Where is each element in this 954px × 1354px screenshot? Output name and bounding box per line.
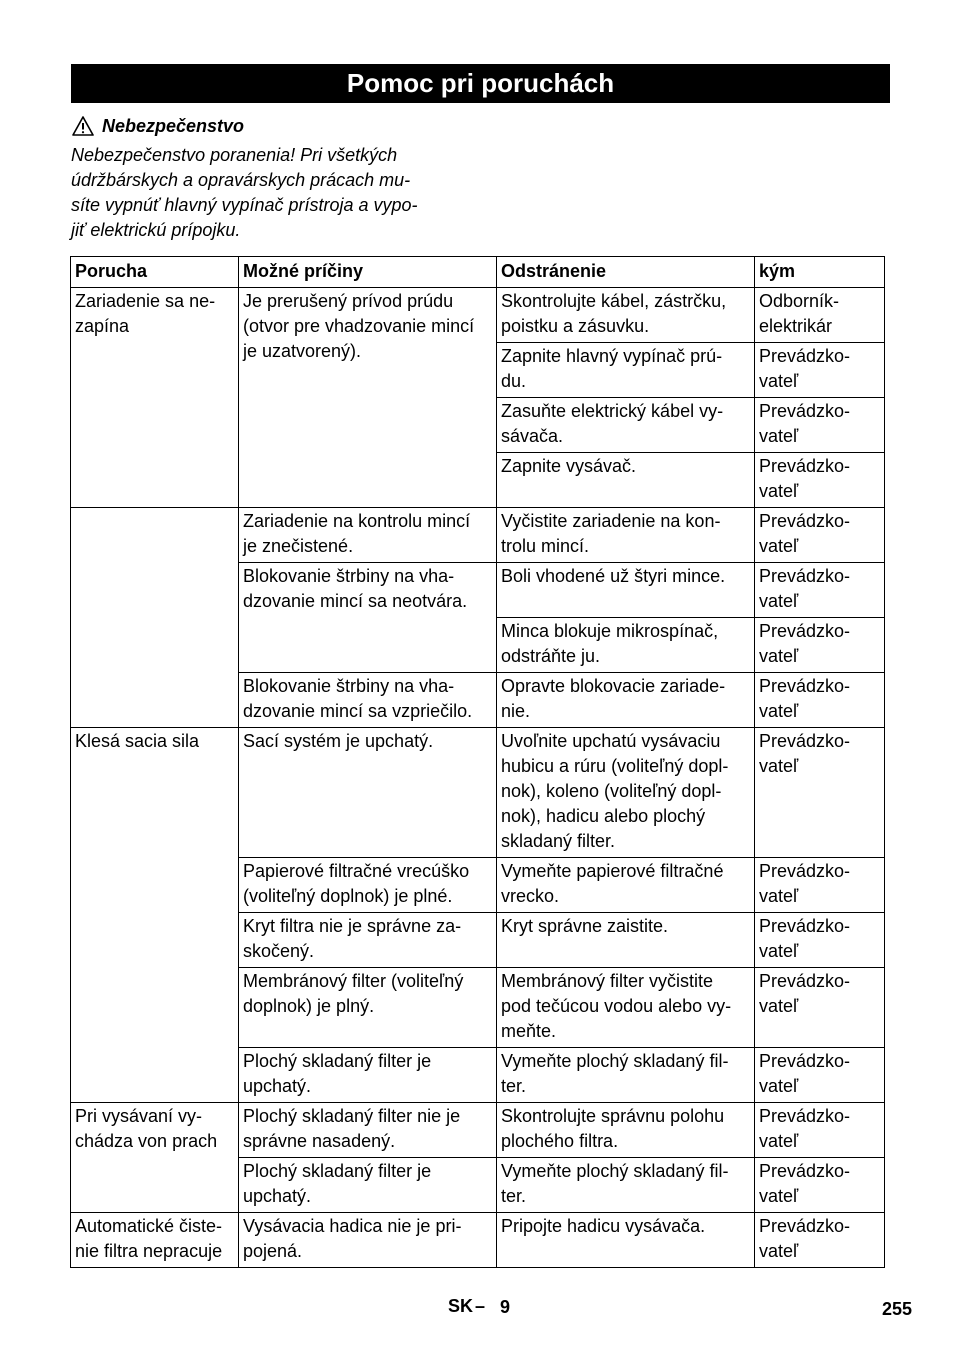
remedy-cell: Uvoľnite upchatú vysávaciu hubicu a rúru (voliteľný dopl- nok), koleno (voliteľný dopl- nok), hadicu alebo plochý skladaný filter.	[497, 728, 755, 858]
fault-cell	[71, 508, 239, 728]
fault-cell: Zariadenie sa ne- zapína	[71, 288, 239, 508]
remedy-cell: Opravte blokovacie zariade- nie.	[497, 673, 755, 728]
cause-cell: Je prerušený prívod prúdu (otvor pre vhadzovanie mincí je uzatvorený).	[239, 288, 497, 508]
page-number: 255	[881, 1299, 912, 1319]
remedy-cell: Skontrolujte kábel, zástrčku, poistku a zásuvku.	[497, 288, 755, 343]
by-cell: Prevádzko- vateľ	[755, 1158, 885, 1213]
cause-cell: Sací systém je upchatý.	[239, 728, 497, 858]
remedy-cell: Skontrolujte správnu polohu plochého filtra.	[497, 1103, 755, 1158]
by-cell: Prevádzko- vateľ	[755, 508, 885, 563]
by-cell: Prevádzko- vateľ	[755, 343, 885, 398]
cause-cell: Plochý skladaný filter nie je správne nasadený.	[239, 1103, 497, 1158]
by-cell: Prevádzko- vateľ	[755, 673, 885, 728]
page-title: Pomoc pri poruchách	[71, 64, 890, 103]
by-cell: Prevádzko- vateľ	[755, 398, 885, 453]
header-remedy: Odstránenie	[497, 257, 755, 288]
warning-text: Nebezpečenstvo poranenia! Pri všetkých údržbárskych a opravárskych prácach mu- síte vypnúť hlavný vypínač prístroja a vypo- jiť elektrickú prípojku.	[71, 145, 418, 240]
header-cause: Možné príčiny	[239, 257, 497, 288]
cause-cell: Vysávacia hadica nie je pri- pojená.	[239, 1213, 497, 1268]
remedy-cell: Zapnite vysávač.	[497, 453, 755, 508]
header-fault: Porucha	[71, 257, 239, 288]
remedy-cell: Pripojte hadicu vysávača.	[497, 1213, 755, 1268]
table-header-row	[71, 257, 885, 288]
by-cell: Prevádzko- vateľ	[755, 1213, 885, 1268]
table-row	[71, 1103, 885, 1158]
footer-separator: –	[475, 1296, 486, 1316]
by-cell: Prevádzko- vateľ	[755, 1048, 885, 1103]
by-cell: Prevádzko- vateľ	[755, 453, 885, 508]
cause-cell: Plochý skladaný filter je upchatý.	[239, 1048, 497, 1103]
remedy-cell: Vymeňte papierové filtračné vrecko.	[497, 858, 755, 913]
remedy-cell: Vymeňte plochý skladaný fil- ter.	[497, 1048, 755, 1103]
footer-language: SK	[448, 1296, 474, 1316]
remedy-cell: Vyčistite zariadenie na kon- trolu mincí.	[497, 508, 755, 563]
fault-cell: Klesá sacia sila	[71, 728, 239, 1103]
cause-cell: Blokovanie štrbiny na vha- dzovanie mincí sa neotvára.	[239, 563, 497, 673]
table-row	[71, 508, 885, 563]
remedy-cell: Membránový filter vyčistite pod tečúcou vodou alebo vy- meňte.	[497, 968, 755, 1048]
by-cell: Prevádzko- vateľ	[755, 858, 885, 913]
by-cell: Prevádzko- vateľ	[755, 563, 885, 618]
fault-cell: Automatické čiste- nie filtra nepracuje	[71, 1213, 239, 1268]
troubleshooting-table	[70, 256, 885, 1268]
table-row	[71, 728, 885, 858]
by-cell: Odborník- elektrikár	[755, 288, 885, 343]
by-cell: Prevádzko- vateľ	[755, 618, 885, 673]
remedy-cell: Vymeňte plochý skladaný fil- ter.	[497, 1158, 755, 1213]
remedy-cell: Minca blokuje mikrospínač, odstráňte ju.	[497, 618, 755, 673]
table-row	[71, 288, 885, 343]
cause-cell: Kryt filtra nie je správne za- skočený.	[239, 913, 497, 968]
header-by: kým	[755, 257, 885, 288]
footer-section-page: 9	[500, 1297, 511, 1317]
by-cell: Prevádzko- vateľ	[755, 728, 885, 858]
warning-triangle-icon	[72, 116, 94, 136]
table-row	[71, 1213, 885, 1268]
by-cell: Prevádzko- vateľ	[755, 913, 885, 968]
cause-cell: Plochý skladaný filter je upchatý.	[239, 1158, 497, 1213]
cause-cell: Papierové filtračné vrecúško (voliteľný doplnok) je plné.	[239, 858, 497, 913]
cause-cell: Membránový filter (voliteľný doplnok) je plný.	[239, 968, 497, 1048]
by-cell: Prevádzko- vateľ	[755, 968, 885, 1048]
fault-cell: Pri vysávaní vy- chádza von prach	[71, 1103, 239, 1213]
remedy-cell: Zapnite hlavný vypínač prú- du.	[497, 343, 755, 398]
remedy-cell: Boli vhodené už štyri mince.	[497, 563, 755, 618]
warning-heading-text: Nebezpečenstvo	[102, 116, 245, 136]
remedy-cell: Kryt správne zaistite.	[497, 913, 755, 968]
by-cell: Prevádzko- vateľ	[755, 1103, 885, 1158]
cause-cell: Zariadenie na kontrolu mincí je znečistené.	[239, 508, 497, 563]
warning-heading	[72, 114, 244, 138]
remedy-cell: Zasuňte elektrický kábel vy- sávača.	[497, 398, 755, 453]
cause-cell: Blokovanie štrbiny na vha- dzovanie mincí sa vzpriečilo.	[239, 673, 497, 728]
